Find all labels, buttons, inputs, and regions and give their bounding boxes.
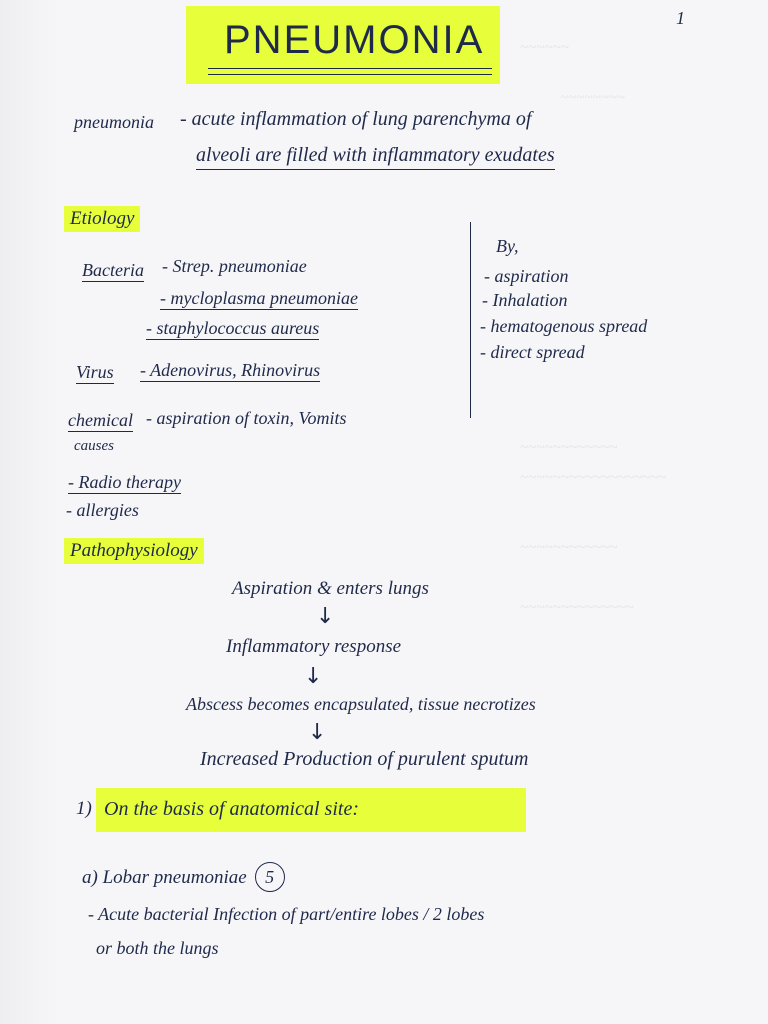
chemical-item: - aspiration of toxin, Vomits bbox=[146, 408, 347, 428]
down-arrow-icon: ↓ bbox=[316, 604, 335, 629]
bleed-through-text: ~~~~~~~~~~~~~~~~~~ bbox=[520, 470, 667, 486]
virus-item: - Adenovirus, Rhinovirus bbox=[140, 360, 321, 380]
virus-label: Virus bbox=[76, 362, 114, 382]
bleed-through-text: ~~~~~~~~~~~~~~ bbox=[520, 600, 634, 616]
page-title: PNEUMONIA bbox=[224, 18, 485, 62]
section-number: 1) bbox=[76, 798, 92, 819]
other-cause-2: - allergies bbox=[66, 500, 139, 520]
lobar-label-text: a) Lobar pneumoniae bbox=[82, 867, 247, 888]
by-item-3: - hematogenous spread bbox=[480, 316, 648, 336]
bleed-through-text: ~~~~~~~~ bbox=[560, 90, 625, 106]
definition-line2: alveoli are filled with inflammatory exudates bbox=[196, 144, 555, 170]
lobar-pneumoniae-label bbox=[82, 862, 285, 892]
bacteria-item-2: - mycloplasma pneumoniae bbox=[160, 288, 358, 308]
etiology-heading: Etiology bbox=[64, 206, 140, 232]
definition-line1: - acute inflammation of lung parenchyma of bbox=[180, 108, 532, 130]
by-item-4: - direct spread bbox=[480, 342, 585, 362]
title-underline bbox=[208, 74, 492, 75]
pathophysiology-heading: Pathophysiology bbox=[64, 538, 204, 564]
patho-step-2: Inflammatory response bbox=[226, 636, 402, 657]
patho-step-1: Aspiration & enters lungs bbox=[232, 578, 429, 599]
by-item-1: - aspiration bbox=[484, 266, 569, 286]
title-underline bbox=[208, 68, 492, 69]
definition-term: pneumonia bbox=[74, 112, 154, 132]
bleed-through-text: ~~~~~~~~~~~~ bbox=[520, 440, 618, 456]
page-number: 1 bbox=[676, 8, 685, 28]
circled-mark: 5 bbox=[255, 862, 285, 892]
chemical-label: chemical bbox=[68, 410, 133, 430]
by-item-2: - Inhalation bbox=[482, 290, 568, 310]
down-arrow-icon: ↓ bbox=[304, 664, 323, 689]
bleed-through-text: ~~~~~~ bbox=[520, 40, 569, 56]
by-label: By, bbox=[496, 236, 519, 256]
basis-heading: On the basis of anatomical site: bbox=[104, 798, 359, 820]
down-arrow-icon: ↓ bbox=[308, 720, 327, 745]
other-cause-1: - Radio therapy bbox=[68, 472, 181, 492]
bleed-through-text: ~~~~~~~~~~~~ bbox=[520, 540, 618, 556]
patho-step-4: Increased Production of purulent sputum bbox=[200, 748, 529, 770]
lobar-desc-line2: or both the lungs bbox=[96, 938, 219, 958]
column-divider bbox=[470, 222, 471, 418]
bacteria-label: Bacteria bbox=[82, 260, 144, 280]
bacteria-item-1: - Strep. pneumoniae bbox=[162, 256, 307, 276]
causes-label: causes bbox=[74, 438, 114, 454]
bacteria-item-3: - staphylococcus aureus bbox=[146, 318, 320, 338]
lobar-desc-line1: - Acute bacterial Infection of part/entire lobes / 2 lobes bbox=[88, 904, 485, 924]
patho-step-3: Abscess becomes encapsulated, tissue necrotizes bbox=[186, 694, 536, 714]
